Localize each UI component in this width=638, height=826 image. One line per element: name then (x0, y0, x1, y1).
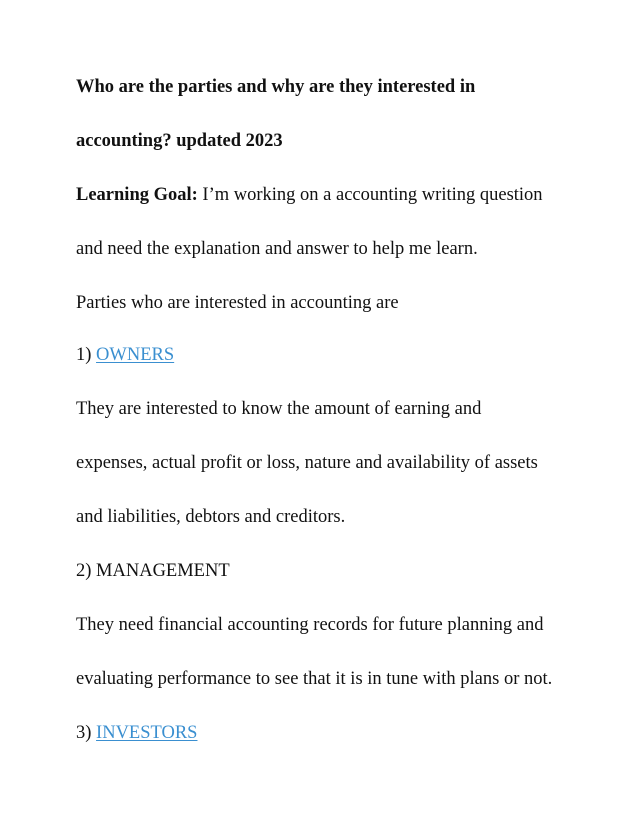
learning-goal-label: Learning Goal: (76, 185, 198, 205)
list-item-number: 1) (76, 345, 97, 365)
list-item-investors (76, 722, 197, 744)
intro-text: Parties who are interested in accounting are (76, 293, 399, 313)
owners-link[interactable]: OWNERS (96, 345, 175, 365)
learning-goal-text: I’m working on a accounting writing question (197, 185, 543, 205)
learning-goal-line-2: and need the explanation and answer to help me learn. (76, 239, 478, 259)
management-description-line-2: evaluating performance to see that it is in tune with plans or not. (76, 669, 553, 689)
management-description-line-1: They need financial accounting records for future planning and (76, 615, 544, 635)
list-item-management: 2) MANAGEMENT (76, 561, 230, 581)
learning-goal-line-1 (76, 184, 543, 206)
document-title-line-1: Who are the parties and why are they interested in (76, 77, 476, 97)
owners-description-line-3: and liabilities, debtors and creditors. (76, 507, 346, 527)
document-title-line-2: accounting? updated 2023 (76, 131, 283, 151)
owners-description-line-1: They are interested to know the amount of earning and (76, 399, 482, 419)
list-item-owners (76, 344, 174, 366)
list-item-number: 3) (76, 723, 97, 743)
owners-description-line-2: expenses, actual profit or loss, nature and availability of assets (76, 453, 538, 473)
investors-link[interactable]: INVESTORS (96, 723, 198, 743)
